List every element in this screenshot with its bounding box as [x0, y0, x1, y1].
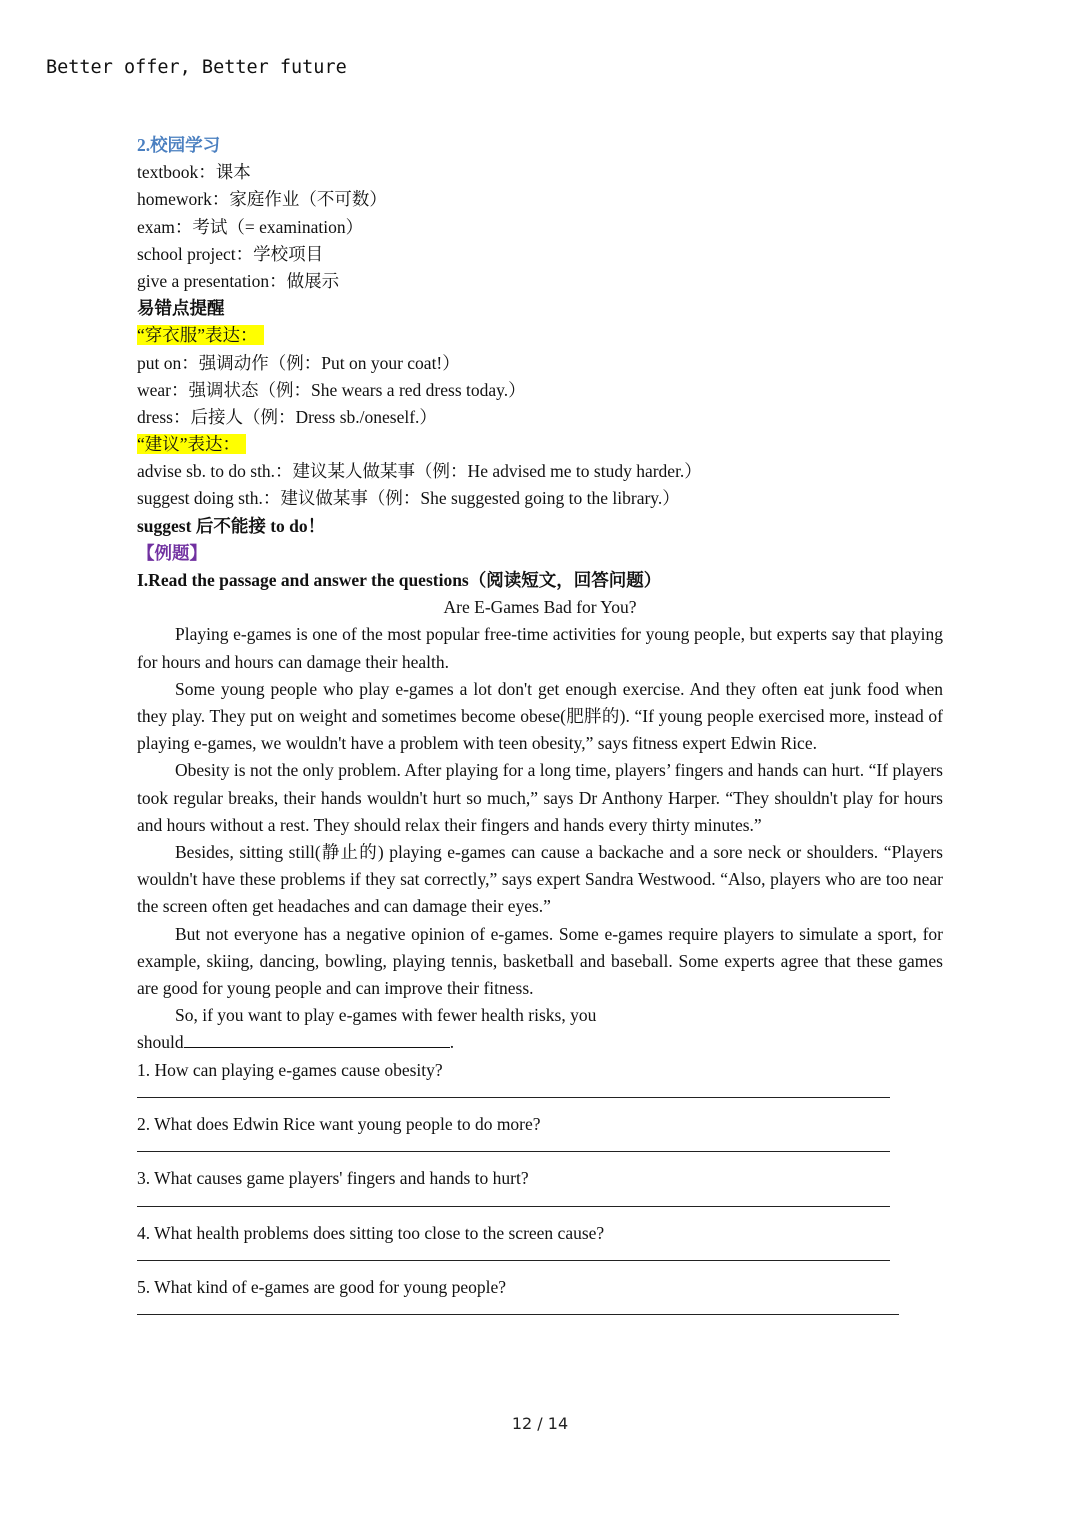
passage-paragraph: Obesity is not the only problem. After playing for a long time, players’ fingers and hands can hurt. “If players took regular breaks, their hands wouldn't hurt so much,” says Dr Anthony Harper. “They shouldn't play for hours and hours without a rest. They should relax their fingers and hands every thirty minutes.”: [137, 760, 943, 835]
tips-title: 易错点提醒: [137, 298, 225, 319]
vocab-item: homework：家庭作业（不可数）: [137, 189, 387, 210]
answer-line[interactable]: [137, 1193, 943, 1220]
answer-line[interactable]: [137, 1247, 943, 1274]
vocab-item: textbook：课本: [137, 162, 251, 183]
dress-item: put on：强调动作（例：Put on your coat!）: [137, 352, 460, 373]
passage-title: Are E-Games Bad for You?: [443, 597, 637, 618]
passage-paragraph: Playing e-games is one of the most popular free-time activities for young people, but experts say that playing for hours and hours can damage their health.: [137, 624, 943, 672]
exercise-instruction: I.Read the passage and answer the questions（阅读短文，回答问题）: [137, 570, 662, 590]
dress-item: dress：后接人（例：Dress sb./oneself.）: [137, 406, 437, 427]
advice-item: suggest doing sth.：建议做某事（例：She suggested going to the library.）: [137, 488, 680, 509]
dress-heading: “穿衣服”表达：: [137, 325, 264, 345]
page-header: Better offer, Better future: [46, 57, 347, 78]
section-title: 2.校园学习: [137, 135, 221, 155]
passage-paragraph: Besides, sitting still(静止的) playing e-games can cause a backache and a sore neck or shoulders. “Players wouldn't have these problems if they sat correctly,” says expert Sandra Westwood. “Also, players who are too near the screen often get headaches and can damage their eyes.”: [137, 842, 943, 917]
fill-in-blank[interactable]: [184, 1029, 450, 1048]
vocab-item: school project：学校项目: [137, 243, 324, 264]
answer-line[interactable]: [137, 1084, 943, 1111]
vocab-item: give a presentation：做展示: [137, 270, 340, 291]
answer-line[interactable]: [137, 1301, 943, 1328]
tips-warning: suggest 后不能接 to do！: [137, 515, 326, 536]
question: 4. What health problems does sitting too close to the screen cause?: [137, 1222, 605, 1243]
advice-item: advise sb. to do sth.：建议某人做某事（例：He advised me to study harder.）: [137, 461, 702, 482]
question: 3. What causes game players' fingers and hands to hurt?: [137, 1168, 529, 1189]
dress-item: wear：强调状态（例：She wears a red dress today.）: [137, 379, 526, 400]
passage-paragraph: Some young people who play e-games a lot don't get enough exercise. And they often eat junk food when they play. They put on weight and sometimes become obese(肥胖的). “If young people exercised more, instead of playing e-games, we wouldn't have a problem with teen obesity,” says fitness expert Edwin Rice.: [137, 678, 943, 754]
vocab-item: exam：考试（= examination）: [137, 216, 364, 237]
question: 1. How can playing e-games cause obesity?: [137, 1059, 443, 1080]
question: 5. What kind of e-games are good for young people?: [137, 1277, 507, 1298]
passage-final-line: So, if you want to play e-games with fewer health risks, you: [175, 1005, 597, 1026]
page-number: 12 / 14: [511, 1414, 569, 1433]
question: 2. What does Edwin Rice want young people to do more?: [137, 1113, 541, 1134]
example-label: 【例题】: [137, 542, 207, 563]
document-body: [137, 132, 943, 1328]
blank-period: .: [449, 1032, 455, 1053]
passage-paragraph: But not everyone has a negative opinion of e-games. Some e-games require players to simulate a sport, for example, skiing, dancing, bowling, playing tennis, basketball and baseball. Some experts agree that these games are good for young people and can improve their fitness.: [137, 923, 943, 999]
advice-heading: “建议”表达：: [137, 434, 246, 454]
fill-blank-line: [137, 1029, 943, 1056]
should-word: should: [137, 1032, 184, 1053]
answer-line[interactable]: [137, 1138, 943, 1165]
